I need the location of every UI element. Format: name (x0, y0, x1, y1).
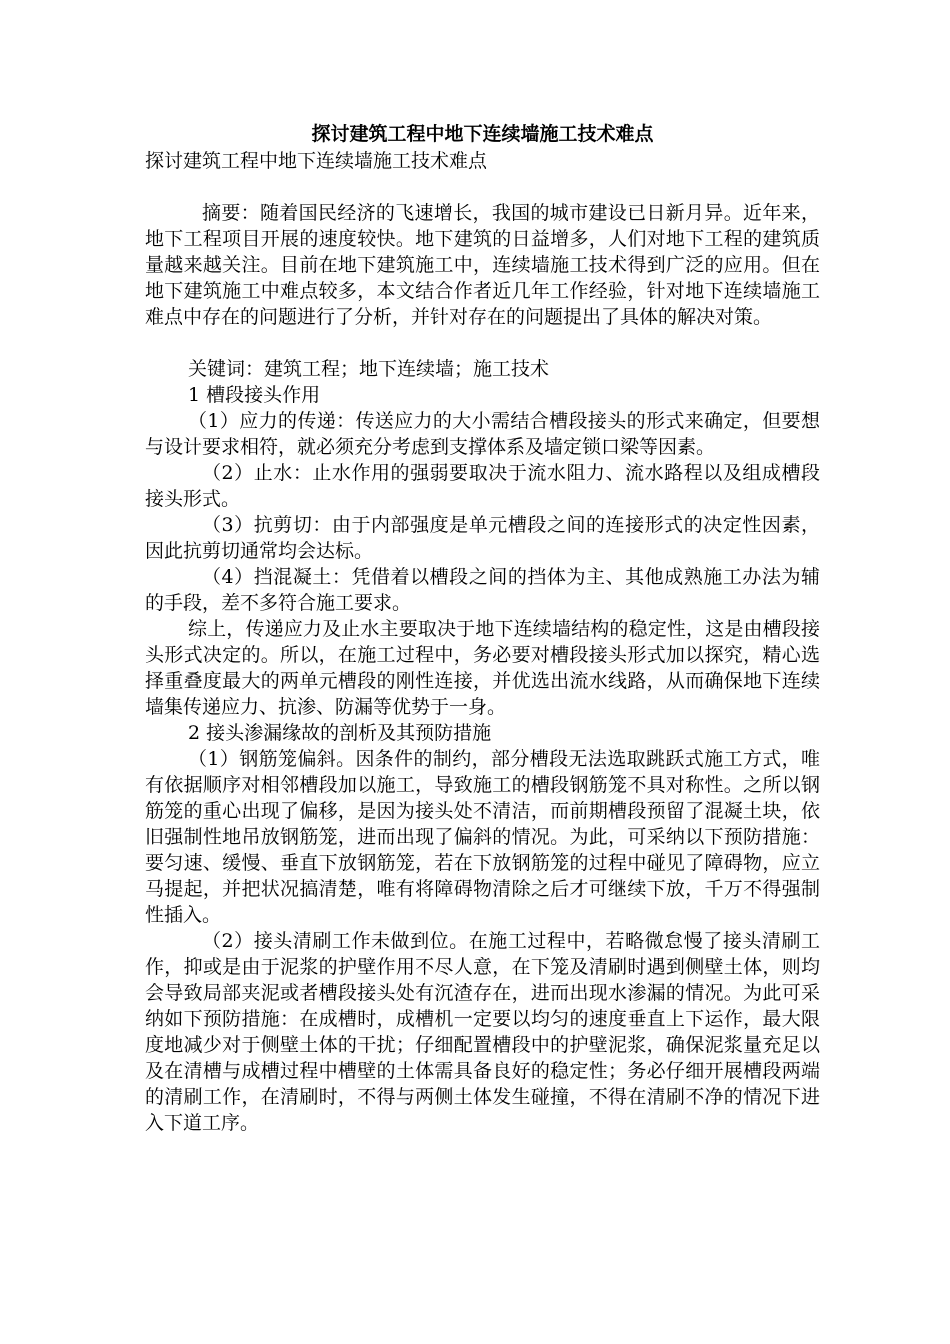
section-1-heading: 1 槽段接头作用 (188, 384, 321, 406)
keywords-line: 关键词：建筑工程；地下连续墙；施工技术 (188, 358, 550, 380)
document-page (145, 120, 820, 1136)
abstract-paragraph: 摘要：随着国民经济的飞速增长，我国的城市建设已日新月异。近年来，地下工程项目开展的速度较快。地下建筑的日益增多，人们对地下工程的建筑质量越来越关注。目前在地下建筑施工中，连续墙施工技术得到广泛的应用。但在地下建筑施工中难点较多，本文结合作者近几年工作经验，针对地下连续墙施工难点中存在的问题进行了分析，并针对存在的问题提出了具体的解决对策。 (145, 202, 820, 328)
blank-line (145, 174, 820, 200)
section-1-item-1: （1）应力的传递：传送应力的大小需结合槽段接头的形式来确定，但要想与设计要求相符，就必须充分考虑到支撑体系及墙定锁口梁等因素。 (145, 410, 820, 458)
section-1-summary: 综上，传递应力及止水主要取决于地下连续墙结构的稳定性，这是由槽段接头形式决定的。所以，在施工过程中，务必要对槽段接头形式加以探究，精心选择重叠度最大的两单元槽段的刚性连接，并优选出流水线路，从而确保地下连续墙集传递应力、抗渗、防漏等优势于一身。 (145, 618, 820, 718)
document-title: 探讨建筑工程中地下连续墙施工技术难点 (311, 123, 654, 145)
section-1-item-3: （3）抗剪切：由于内部强度是单元槽段之间的连接形式的决定性因素，因此抗剪切通常均会达标。 (145, 514, 820, 562)
section-2-item-1: （1）钢筋笼偏斜。因条件的制约，部分槽段无法选取跳跃式施工方式，唯有依据顺序对相邻槽段加以施工，导致施工的槽段钢筋笼不具对称性。之所以钢筋笼的重心出现了偏移，是因为接头处不清洁，而前期槽段预留了混凝土块，依旧强制性地吊放钢筋笼，进而出现了偏斜的情况。为此，可采纳以下预防措施：要匀速、缓慢、垂直下放钢筋笼，若在下放钢筋笼的过程中碰见了障碍物，应立马提起，并把状况搞清楚，唯有将障碍物清除之后才可继续下放，千万不得强制性插入。 (145, 748, 820, 926)
section-1-item-2: （2）止水：止水作用的强弱要取决于流水阻力、流水路程以及组成槽段接头形式。 (145, 462, 820, 510)
section-2-item-2: （2）接头清刷工作未做到位。在施工过程中，若略微怠慢了接头清刷工作，抑或是由于泥浆的护壁作用不尽人意，在下笼及清刷时遇到侧壁土体，则均会导致局部夹泥或者槽段接头处有沉渣存在，进而出现水渗漏的情况。为此可采纳如下预防措施：在成槽时，成槽机一定要以均匀的速度垂直上下运作，最大限度地减少对于侧壁土体的干扰；仔细配置槽段中的护壁泥浆，确保泥浆量充足以及在清槽与成槽过程中槽壁的土体需具备良好的稳定性；务必仔细开展槽段两端的清刷工作，在清刷时，不得与两侧土体发生碰撞，不得在清刷不净的情况下进入下道工序。 (145, 930, 820, 1134)
section-2-heading: 2 接头渗漏缘故的剖析及其预防措施 (188, 722, 492, 744)
document-subtitle: 探讨建筑工程中地下连续墙施工技术难点 (145, 150, 488, 172)
section-1-item-4: （4）挡混凝土：凭借着以槽段之间的挡体为主、其他成熟施工办法为辅的手段，差不多符合施工要求。 (145, 566, 820, 614)
blank-line (145, 330, 820, 356)
